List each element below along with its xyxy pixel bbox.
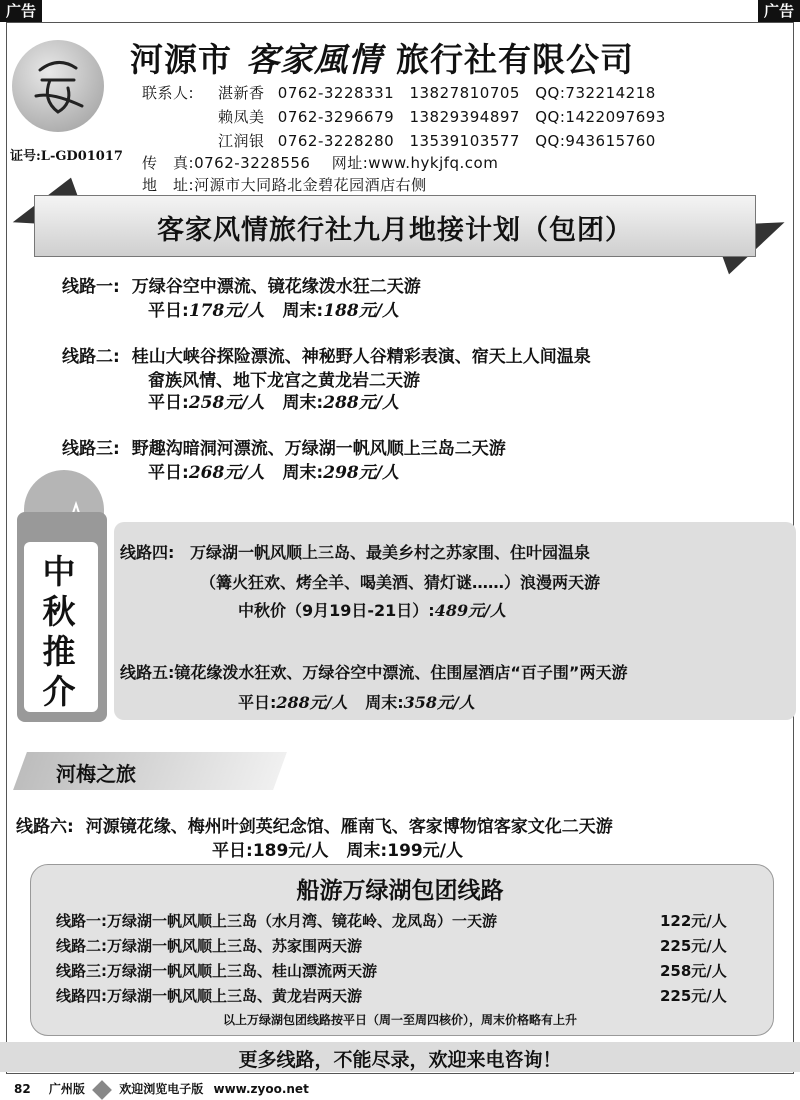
boat-row-label: 线路一: (56, 912, 107, 930)
contact-name: 赖凤美 (218, 108, 265, 126)
tag-char: 介 (42, 672, 76, 711)
route-desc: 万绿谷空中漂流、镜花缘泼水狂二天游 (131, 277, 421, 297)
contact-qq: 732214218 (565, 84, 656, 102)
address-line (142, 174, 427, 195)
route-label: 线路四: (120, 543, 175, 562)
route-1-price (148, 296, 399, 321)
company-logo (12, 40, 104, 132)
boat-row-price: 258元/人 (660, 962, 727, 980)
route-5 (120, 660, 627, 683)
hemei-header-bar (13, 752, 287, 790)
fax-label: 传 真: (142, 154, 195, 172)
address-label: 地 址: (142, 176, 195, 194)
boat-row-desc: 万绿湖一帆风顺上三岛、黄龙岩两天游 (107, 987, 363, 1005)
route-4-desc-2: （篝火狂欢、烤全羊、喝美酒、猜灯谜……）浪漫两天游 (200, 573, 601, 592)
boat-row-desc: 万绿湖一帆风顺上三岛（水月湾、镜花岭、龙凤岛）一天游 (107, 912, 498, 930)
weekend-label: 周末: (282, 463, 324, 483)
address-text: 河源市大同路北金碧花园酒店右侧 (194, 176, 427, 194)
contact-qq-label: QQ: (535, 84, 566, 102)
plan-banner (34, 195, 756, 257)
web-label: 网址: (331, 154, 369, 172)
boat-row-price: 225元/人 (660, 937, 727, 955)
route-desc: 河源镜花缘、梅州叶剑英纪念馆、雁南飞、客家博物馆客家文化二天游 (85, 817, 613, 837)
ad-label-left: 广告 (0, 0, 42, 22)
contact-row-1 (218, 82, 656, 103)
weekday-price: 189元/人 (252, 841, 329, 861)
weekend-price: 288元/人 (323, 393, 399, 413)
midautumn-tag-text (28, 552, 90, 712)
license-number: 证号:L-GD01017 (10, 149, 123, 164)
boat-title: 船游万绿湖包团线路 (296, 878, 504, 904)
weekend-label: 周末: (282, 393, 324, 413)
boat-row-price: 122元/人 (660, 912, 727, 930)
weekday-price: 178元/人 (188, 301, 265, 321)
boat-row (56, 985, 362, 1006)
company-name (130, 34, 634, 81)
route-label: 线路六: (16, 817, 74, 837)
page-footer (14, 1080, 309, 1097)
tag-char: 中 (42, 552, 76, 591)
route-label: 线路三: (62, 439, 120, 459)
contact-label: 联系人: (142, 84, 195, 102)
route-desc: 桂山大峡谷探险漂流、神秘野人谷精彩表演、宿天上人间温泉 (131, 347, 591, 367)
ad-label-right: 广告 (758, 0, 800, 22)
weekend-label: 周末: (365, 693, 404, 712)
tag-char: 秋 (42, 592, 76, 631)
contact-qq: 1422097693 (565, 108, 666, 126)
contact-qq: 943615760 (565, 132, 656, 150)
contact-qq-label: QQ: (535, 108, 566, 126)
route-6-price (212, 836, 463, 861)
fax-number: 0762-3228556 (194, 154, 311, 172)
route-desc: 万绿湖一帆风顺上三岛、最美乡村之苏家围、住叶园温泉 (189, 543, 590, 562)
contact-name: 江润银 (218, 132, 265, 150)
contact-row-3 (218, 130, 656, 151)
weekday-label: 平日: (148, 463, 189, 483)
hemei-title: 河梅之旅 (56, 762, 136, 786)
company-brand: 客家風情 (246, 40, 382, 79)
weekend-price: 298元/人 (323, 463, 399, 483)
route-2 (62, 342, 591, 367)
more-routes-text: 更多线路，不能尽录，欢迎来电咨询！ (238, 1049, 562, 1071)
weekday-label: 平日: (148, 393, 189, 413)
midautumn-price: 489元/人 (434, 601, 506, 620)
route-2-price (148, 388, 399, 413)
midautumn-price-label: 中秋价（9月19日-21日）: (238, 601, 435, 620)
company-city: 河源市 (130, 40, 232, 79)
contact-mobile: 13827810705 (409, 84, 520, 102)
route-desc: 镜花缘泼水狂欢、万绿谷空中漂流、住围屋酒店“百子围”两天游 (174, 663, 628, 682)
boat-row-desc: 万绿湖一帆风顺上三岛、桂山漂流两天游 (107, 962, 378, 980)
weekend-price: 358元/人 (403, 693, 475, 712)
boat-row (56, 910, 497, 931)
route-3-price (148, 458, 399, 483)
contact-name: 湛新香 (218, 84, 265, 102)
weekday-label: 平日: (238, 693, 277, 712)
contact-phone: 0762-3228280 (277, 132, 395, 150)
banner-title: 客家风情旅行社九月地接计划（包团） (157, 215, 633, 246)
route-label: 线路二: (62, 347, 120, 367)
contact-qq-label: QQ: (535, 132, 566, 150)
weekday-label: 平日: (212, 841, 253, 861)
company-suffix: 旅行社有限公司 (396, 40, 634, 79)
route-6 (16, 812, 613, 837)
contact-mobile: 13539103577 (409, 132, 520, 150)
route-2-desc-2: 畲族风情、地下龙宫之黄龙岩二天游 (148, 371, 420, 391)
contact-mobile: 13829394897 (409, 108, 520, 126)
tag-char: 推 (42, 632, 76, 671)
boat-note: 以上万绿湖包团线路按平日（周一至周四核价），周末价格略有上升 (222, 1013, 577, 1027)
diamond-icon (92, 1080, 112, 1100)
weekend-price: 188元/人 (323, 301, 399, 321)
route-desc: 野趣沟暗洞河漂流、万绿湖一帆风顺上三岛二天游 (131, 439, 506, 459)
route-1 (62, 272, 421, 297)
weekday-price: 268元/人 (188, 463, 265, 483)
contact-phone: 0762-3228331 (277, 84, 395, 102)
boat-row-label: 线路二: (56, 937, 107, 955)
route-4 (120, 540, 590, 563)
page-number: 82 (14, 1082, 31, 1096)
site-link[interactable]: www.zyoo.net (213, 1082, 309, 1096)
boat-row (56, 935, 362, 956)
weekend-price: 199元/人 (387, 841, 463, 861)
weekday-label: 平日: (148, 301, 189, 321)
route-5-price (238, 690, 475, 713)
weekend-label: 周末: (346, 841, 388, 861)
boat-row-label: 线路四: (56, 987, 107, 1005)
logo-mark-icon (12, 40, 104, 132)
weekday-price: 288元/人 (276, 693, 348, 712)
fax-line (142, 152, 498, 173)
boat-row-price: 225元/人 (660, 987, 727, 1005)
route-4-price (238, 598, 506, 621)
contact-row-2 (218, 106, 666, 127)
edition: 广州版 (48, 1082, 85, 1096)
boat-row (56, 960, 377, 981)
contact-phone: 0762-3296679 (277, 108, 395, 126)
promo-text: 欢迎浏览电子版 (119, 1082, 204, 1096)
boat-row-label: 线路三: (56, 962, 107, 980)
boat-row-desc: 万绿湖一帆风顺上三岛、苏家围两天游 (107, 937, 363, 955)
route-3 (62, 434, 506, 459)
route-label: 线路一: (62, 277, 120, 297)
route-label: 线路五: (120, 663, 175, 682)
web-url[interactable]: www.hykjfq.com (368, 154, 499, 172)
weekend-label: 周末: (282, 301, 324, 321)
weekday-price: 258元/人 (188, 393, 265, 413)
